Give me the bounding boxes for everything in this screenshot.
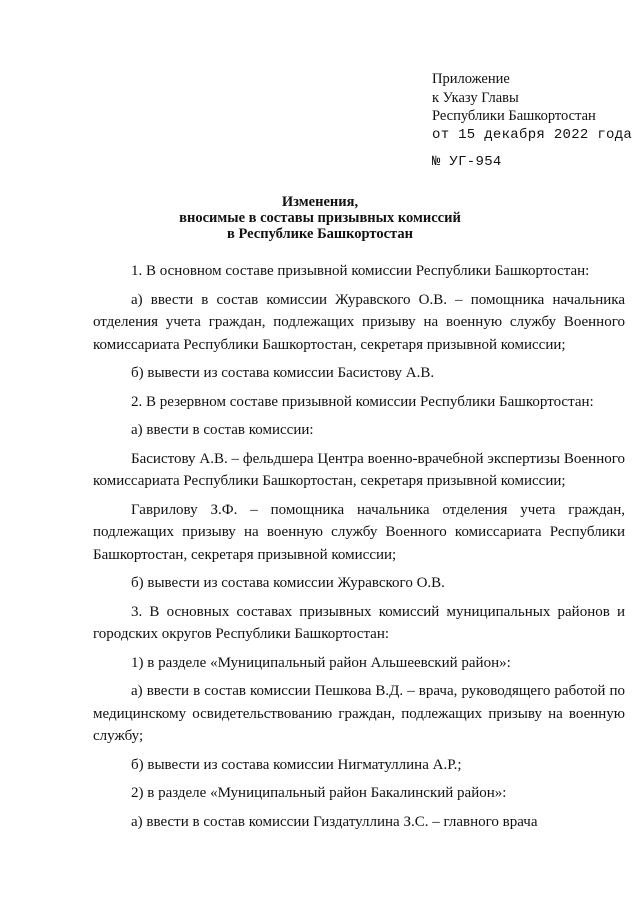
appendix-block [432,70,632,172]
paragraph: 2) в разделе «Муниципальный район Бакалинский район»: [131,785,507,801]
document-body [93,260,625,839]
paragraph: б) вывести из состава комиссии Басистову А.В. [131,365,435,381]
appendix-number: № УГ-954 [432,154,502,170]
paragraph: б) вывести из состава комиссии Нигматуллина А.Р.; [131,756,462,773]
paragraph: 1. В основном составе призывной комиссии Республики Башкортостан: [131,263,590,279]
appendix-date: от 15 декабря 2022 года [432,126,633,143]
paragraph: 1) в разделе «Муниципальный район Альшеевский район»: [131,654,511,671]
title-line-2: вносимые в составы призывных комиссий [179,210,461,226]
appendix-authority: Республики Башкортостан [432,108,596,124]
paragraph: Гаврилову З.Ф. – помощника начальника отделения учета граждан, подлежащих призыву на военную службу Военного комиссариата Республики Башкортостан, секретаря призывной комиссии; [93,501,625,563]
paragraph: а) ввести в состав комиссии Гиздатуллина З.С. – главного врача [131,813,538,830]
paragraph: 3. В основных составах призывных комиссий муниципальных районов и городских округов Республики Башкортостан: [93,603,625,642]
title-line-1: Изменения, [281,194,359,210]
title-line-3: в Республике Башкортостан [227,226,413,242]
paragraph: а) ввести в состав комиссии Пешкова В.Д. – врача, руководящего работой по медицинскому освидетельствованию граждан, подлежащих призыву на военную службу; [93,683,625,744]
paragraph: 2. В резервном составе призывной комиссии Республики Башкортостан: [131,393,594,410]
paragraph: Басистову А.В. – фельдшера Центра военно-врачебной экспертизы Военного комиссариата Республики Башкортостан, секретаря призывной комиссии; [93,450,625,489]
appendix-label: Приложение [432,71,510,87]
paragraph: а) ввести в состав комиссии: [131,422,314,438]
document-title [0,194,640,242]
appendix-decree-ref: к Указу Главы [432,89,519,106]
paragraph: а) ввести в состав комиссии Журавского О.В. – помощника начальника отделения учета граждан, подлежащих призыву на военную службу Военного комиссариата Республики Башкортостан, секретаря призывной комиссии; [93,291,625,353]
paragraph: б) вывести из состава комиссии Журавского О.В. [131,575,445,591]
